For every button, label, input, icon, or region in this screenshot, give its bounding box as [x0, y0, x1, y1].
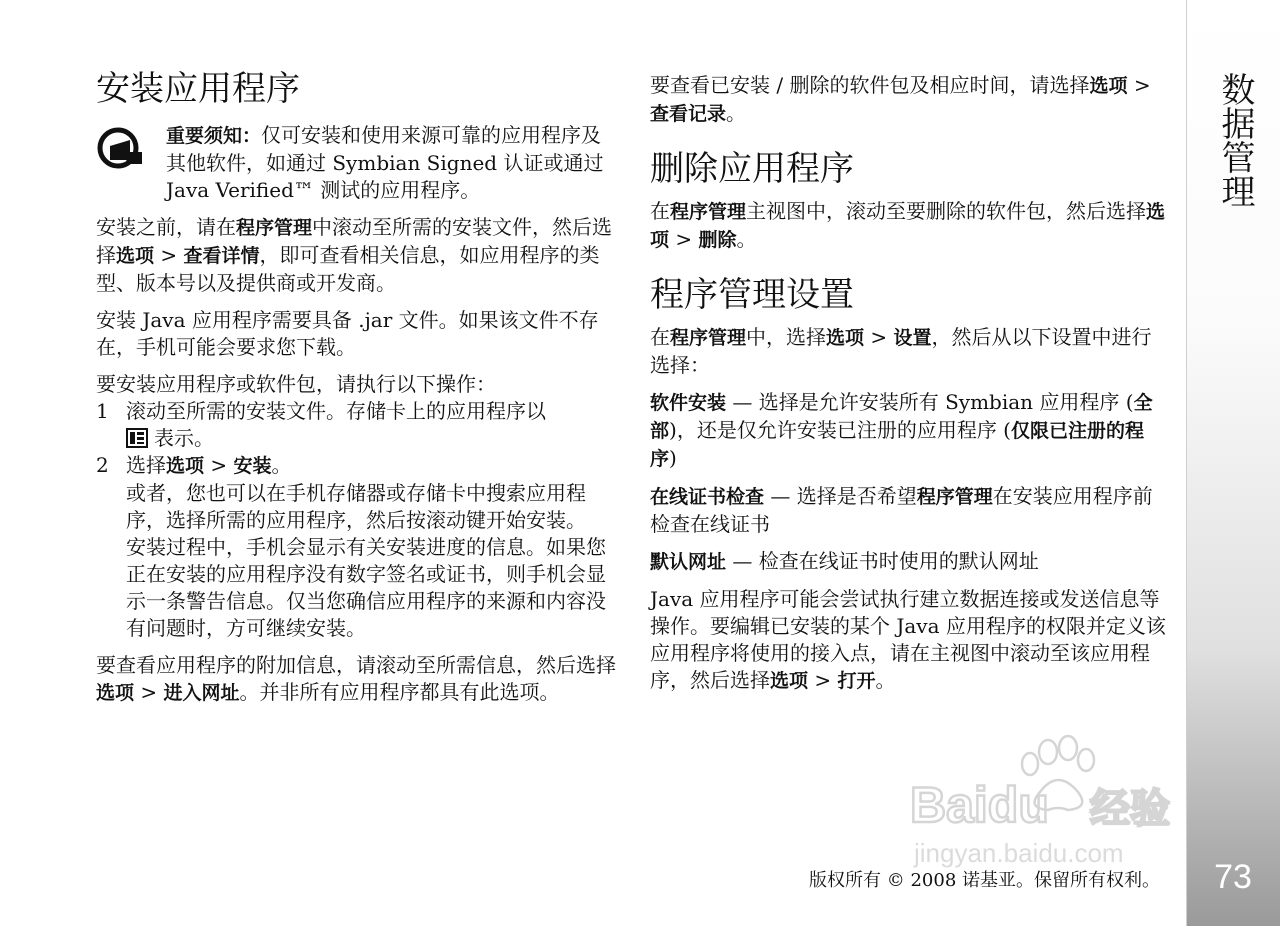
section-title-remove: 删除应用程序	[650, 149, 854, 189]
ui-term-view-log: 查看记录	[650, 103, 727, 125]
left-column	[96, 66, 616, 707]
note-body: 仅可安装和使用来源可靠的应用程序及其他软件，如通过 Symbian Signed 认证或通过 Java Verified™ 测试的应用程序。	[166, 123, 604, 202]
note-label: 重要须知：	[166, 125, 262, 147]
text-run: 安装之前，请在	[96, 215, 236, 239]
text-run: 。	[875, 668, 896, 692]
text-run: 要查看已安装 / 删除的软件包及相应时间，请选择	[650, 73, 1090, 97]
step-text	[126, 452, 616, 642]
ui-term-options: 选项	[166, 455, 205, 477]
setting-option-all: 全部	[650, 392, 1153, 442]
text-run: 主视图中，滚动至要删除的软件包，然后选择	[746, 199, 1147, 223]
text-run: >	[134, 680, 164, 704]
text-run: ，然后从以下设置中进行选择：	[650, 325, 1152, 377]
text-run: )，还是仅允许安装已注册的应用程序 (	[669, 418, 1011, 442]
step-2-alternative: 或者，您也可以在手机存储器或存储卡中搜索应用程序，选择所需的应用程序，然后按滚动键开始安装。	[126, 481, 586, 532]
setting-online-certificate-check	[650, 483, 1170, 538]
ui-term-options: 选项	[1089, 75, 1128, 97]
paragraph-view-log	[650, 72, 1170, 128]
ui-term-options: 选项	[96, 682, 135, 704]
text-run: >	[1127, 73, 1151, 97]
ui-term-options: 选项	[116, 245, 155, 267]
ui-term-view-details: 查看详情	[183, 245, 260, 267]
paragraph-install-steps-intro: 要安装应用程序或软件包，请执行以下操作：	[96, 372, 496, 396]
install-step-2	[96, 452, 616, 642]
page-number: 73	[1214, 858, 1252, 896]
text-run: >	[204, 453, 234, 477]
text-run: 中滚动至所需的安装文件，然后选择	[96, 215, 613, 267]
watermark-brand: Baidu	[910, 777, 1049, 833]
text-run: 。	[271, 453, 292, 477]
text-run: 滚动至所需的安装文件。存储卡上的应用程序以	[126, 399, 546, 423]
ui-term-options: 选项	[826, 327, 865, 349]
paragraph-before-install	[96, 214, 616, 297]
chapter-title: 数据管理	[1215, 72, 1255, 208]
ui-term-remove: 删除	[698, 229, 737, 251]
important-note	[96, 122, 616, 204]
text-run: )	[669, 446, 677, 470]
text-run: >	[154, 243, 184, 267]
text-run: 。并非所有应用程序都具有此选项。	[239, 680, 560, 704]
setting-name: 默认网址	[650, 551, 727, 573]
install-step-1	[96, 398, 616, 452]
text-run: — 选择是允许安装所有 Symbian 应用程序 (	[726, 390, 1134, 414]
paragraph-additional-info	[96, 652, 616, 707]
ui-term-app-manager: 程序管理	[236, 217, 313, 239]
text-run: Java 应用程序可能会尝试执行建立数据连接或发送信息等操作。要编辑已安装的某个 Java 应用程序的权限并定义该应用程序将使用的接入点，请在主视图中滚动至该应用程序，然后选择	[650, 587, 1166, 692]
text-run: — 检查在线证书时使用的默认网址	[726, 549, 1039, 573]
setting-option-signed-only: 仅限已注册的程序	[650, 420, 1144, 470]
ui-term-settings: 设置	[893, 327, 932, 349]
setting-name: 在线证书检查	[650, 486, 765, 508]
memory-card-icon	[126, 428, 148, 448]
important-note-icon	[96, 122, 166, 204]
text-run: 要查看应用程序的附加信息，请滚动至所需信息，然后选择	[96, 653, 616, 677]
text-run: 选择	[126, 453, 166, 477]
section-title-install: 安装应用程序	[96, 69, 300, 109]
install-steps-list	[96, 398, 616, 642]
text-run: 在	[650, 199, 670, 223]
ui-term-app-manager: 程序管理	[670, 327, 747, 349]
step-2-progress-info: 安装过程中，手机会显示有关安装进度的信息。如果您正在安装的应用程序没有数字签名或证书，则手机会显示一条警告信息。仅当您确信应用程序的来源和内容没有问题时，方可继续安装。	[126, 535, 606, 640]
ui-term-options: 选项	[770, 670, 809, 692]
ui-term-open: 打开	[837, 670, 876, 692]
ui-term-app-manager: 程序管理	[916, 486, 993, 508]
text-run: 表示。	[154, 426, 214, 450]
text-run: 。	[736, 227, 757, 251]
setting-name: 软件安装	[650, 392, 727, 414]
text-run: >	[864, 325, 894, 349]
ui-term-app-manager: 程序管理	[670, 201, 747, 223]
paragraph-java-permissions	[650, 586, 1170, 695]
setting-default-web-address	[650, 548, 1170, 576]
text-run: 在安装应用程序前检查在线证书	[650, 484, 1153, 536]
watermark-url: jingyan.baidu.com	[914, 838, 1124, 868]
important-note-text	[166, 122, 616, 204]
text-run: 中，选择	[746, 325, 827, 349]
step-text	[126, 398, 616, 452]
section-title-settings: 程序管理设置	[650, 275, 854, 315]
paragraph-settings-intro	[650, 324, 1170, 379]
setting-software-installation	[650, 389, 1170, 473]
copyright-footer: 版权所有 © 2008 诺基亚。保留所有权利。	[809, 870, 1160, 891]
watermark-product: 经验	[1090, 787, 1170, 831]
text-run: 在	[650, 325, 670, 349]
baidu-jingyan-watermark	[900, 730, 1200, 880]
ui-term-go-to-web: 进入网址	[163, 682, 240, 704]
step-number: 2	[96, 453, 109, 477]
text-run: ，即可查看相关信息，如应用程序的类型、版本号以及提供商或开发商。	[96, 243, 600, 295]
ui-term-options: 选项	[650, 201, 1166, 251]
text-run: — 选择是否希望	[764, 484, 917, 508]
right-column	[650, 66, 1170, 695]
step-number: 1	[96, 399, 109, 423]
ui-term-install: 安装	[233, 455, 272, 477]
paragraph-remove	[650, 198, 1170, 254]
text-run: >	[808, 668, 838, 692]
text-run: 。	[726, 101, 747, 125]
paragraph-java-jar: 安装 Java 应用程序需要具备 .jar 文件。如果该文件不存在，手机可能会要求您下载。	[96, 308, 599, 359]
text-run: >	[669, 227, 699, 251]
